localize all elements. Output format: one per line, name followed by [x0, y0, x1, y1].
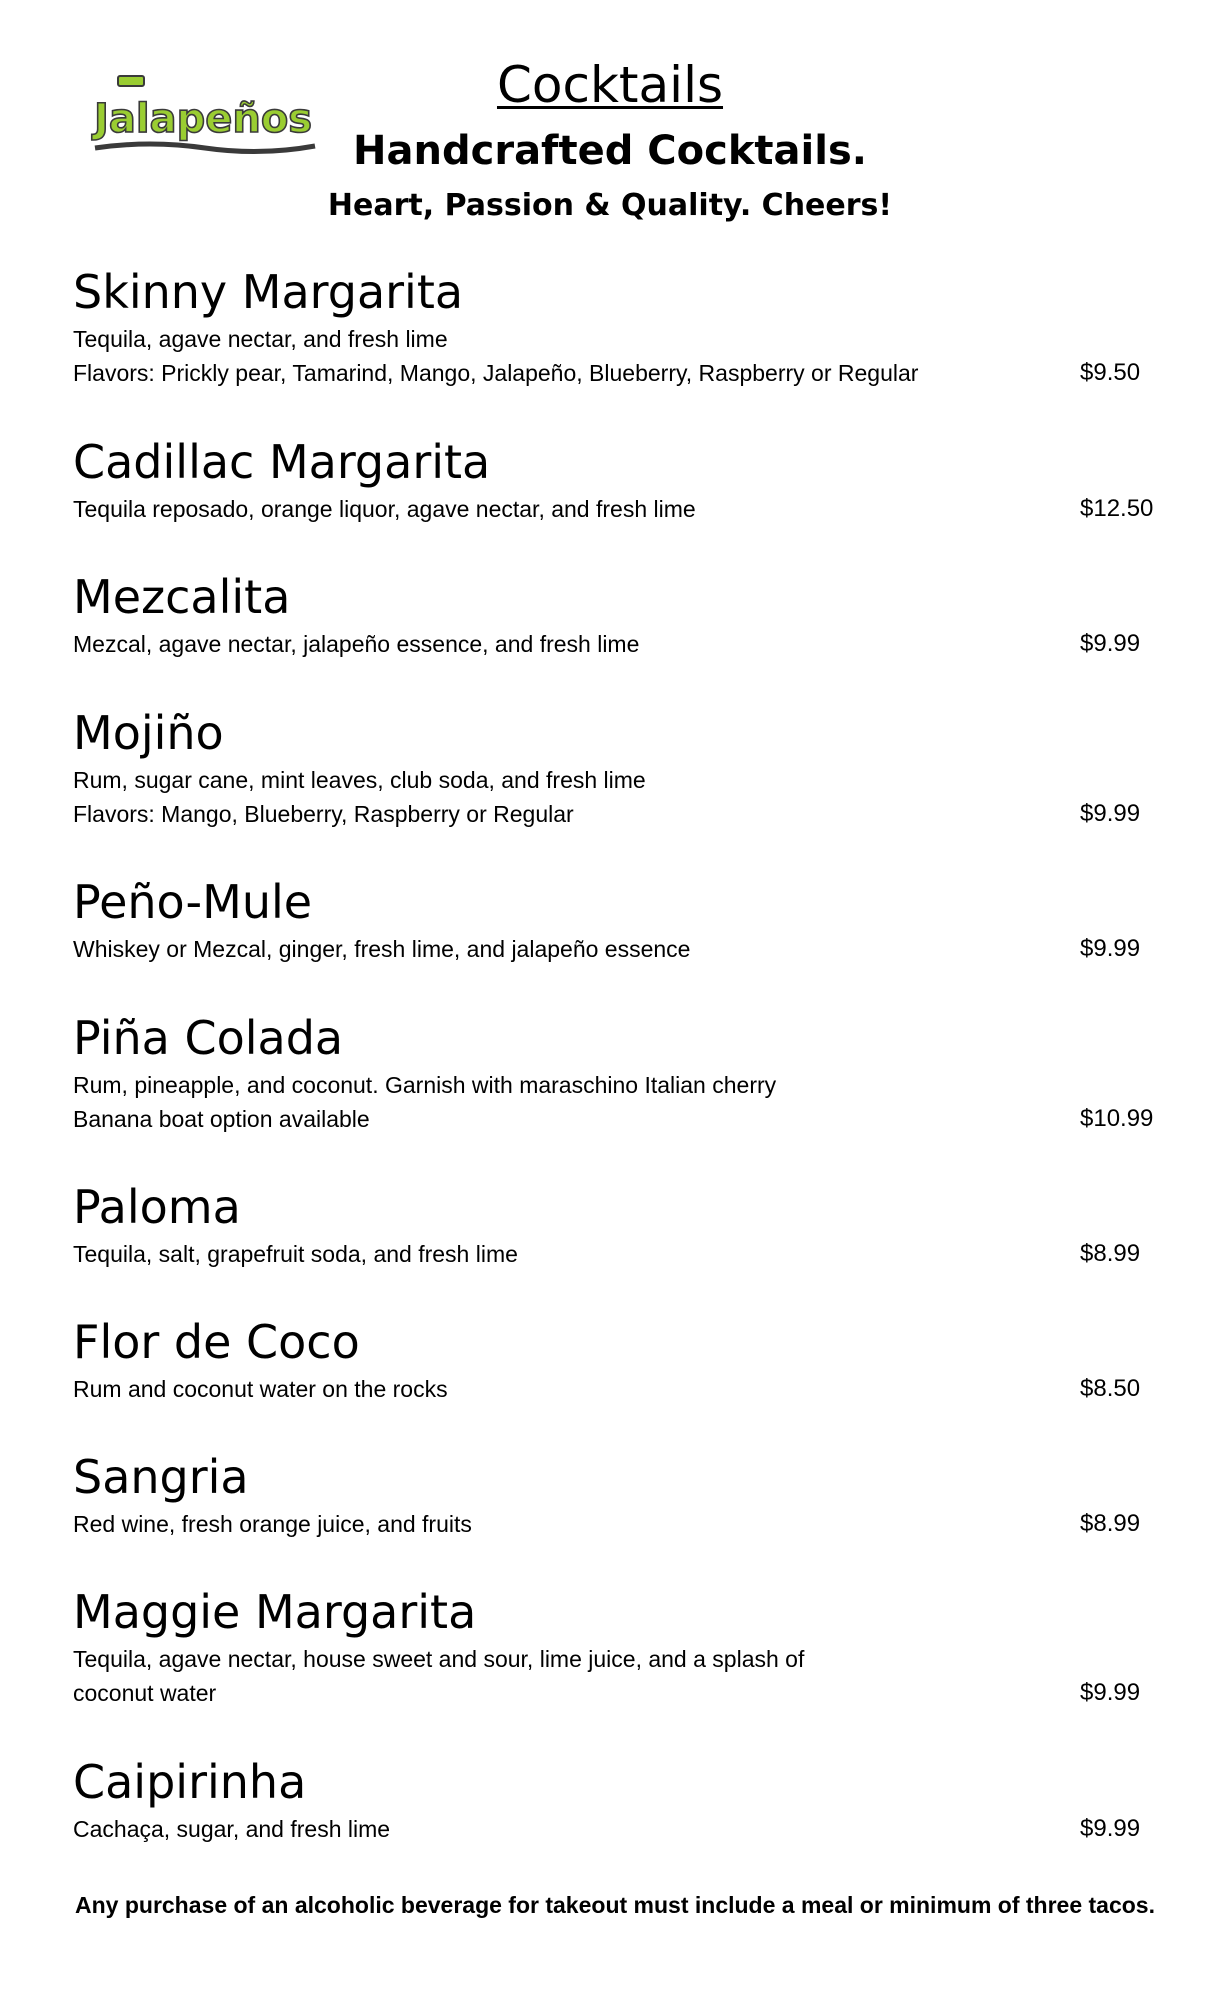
- item-name: Mojiño: [73, 706, 224, 760]
- menu-item: [73, 1177, 1173, 1271]
- menu-item: [73, 1312, 1173, 1406]
- item-price: $12.50: [1080, 495, 1154, 522]
- item-description: coconut water: [73, 1680, 217, 1706]
- item-description: Flavors: Mango, Blueberry, Raspberry or Regular: [73, 801, 574, 827]
- item-description: Mezcal, agave nectar, jalapeño essence, and fresh lime: [73, 631, 640, 657]
- item-price: $9.99: [1080, 1679, 1141, 1706]
- item-name: Paloma: [73, 1180, 241, 1234]
- item-description: Whiskey or Mezcal, ginger, fresh lime, and jalapeño essence: [73, 936, 691, 962]
- item-description: Tequila reposado, orange liquor, agave nectar, and fresh lime: [73, 496, 696, 522]
- item-price: $8.99: [1080, 1240, 1141, 1267]
- item-price: $10.99: [1080, 1105, 1154, 1132]
- logo-glass-icon: [118, 76, 144, 86]
- item-description: Rum, sugar cane, mint leaves, club soda, and fresh lime: [73, 767, 646, 793]
- item-price: $9.50: [1080, 359, 1141, 386]
- menu-item: [73, 432, 1173, 526]
- menu-item: [73, 872, 1173, 966]
- item-name: Caipirinha: [73, 1755, 307, 1809]
- item-name: Flor de Coco: [73, 1315, 360, 1369]
- takeout-policy-note: Any purchase of an alcoholic beverage for takeout must include a meal or minimum of three tacos.: [75, 1892, 1155, 1918]
- jalapenos-logo: [90, 70, 320, 160]
- menu-item: [73, 1752, 1173, 1846]
- item-description: Flavors: Prickly pear, Tamarind, Mango, Jalapeño, Blueberry, Raspberry or Regular: [73, 360, 919, 386]
- item-description: Tequila, agave nectar, and fresh lime: [73, 326, 448, 352]
- logo-wordmark: Jalapeños: [94, 96, 313, 142]
- item-price: $9.99: [1080, 800, 1141, 827]
- menu-item: [73, 567, 1173, 661]
- menu-item: [73, 703, 1173, 831]
- item-description: Tequila, salt, grapefruit soda, and fresh lime: [73, 1241, 518, 1267]
- item-name: Peño-Mule: [73, 875, 313, 929]
- page-tagline: Heart, Passion & Quality. Cheers!: [327, 188, 893, 223]
- menu-item: [73, 262, 1173, 390]
- page-title: Cocktails: [496, 56, 724, 114]
- item-price: $9.99: [1080, 1815, 1141, 1842]
- item-description: Rum and coconut water on the rocks: [73, 1376, 448, 1402]
- logo-swoosh: [95, 144, 315, 152]
- item-name: Sangria: [73, 1450, 249, 1504]
- item-name: Piña Colada: [73, 1011, 344, 1065]
- item-description: Banana boat option available: [73, 1106, 370, 1132]
- item-name: Mezcalita: [73, 570, 291, 624]
- menu-item: [73, 1008, 1173, 1136]
- item-price: $9.99: [1080, 630, 1141, 657]
- item-price: $9.99: [1080, 935, 1141, 962]
- item-price: $8.99: [1080, 1510, 1141, 1537]
- item-description: Red wine, fresh orange juice, and fruits: [73, 1511, 472, 1537]
- item-name: Cadillac Margarita: [73, 435, 491, 489]
- item-description: Cachaça, sugar, and fresh lime: [73, 1816, 391, 1842]
- item-name: Maggie Margarita: [73, 1585, 477, 1639]
- item-price: $8.50: [1080, 1375, 1141, 1402]
- item-name: Skinny Margarita: [73, 265, 464, 319]
- item-description: Tequila, agave nectar, house sweet and sour, lime juice, and a splash of: [73, 1646, 805, 1672]
- menu-item: [73, 1582, 1173, 1710]
- page-subtitle: Handcrafted Cocktails.: [353, 128, 867, 174]
- menu-item: [73, 1447, 1173, 1541]
- item-description: Rum, pineapple, and coconut. Garnish with maraschino Italian cherry: [73, 1072, 777, 1098]
